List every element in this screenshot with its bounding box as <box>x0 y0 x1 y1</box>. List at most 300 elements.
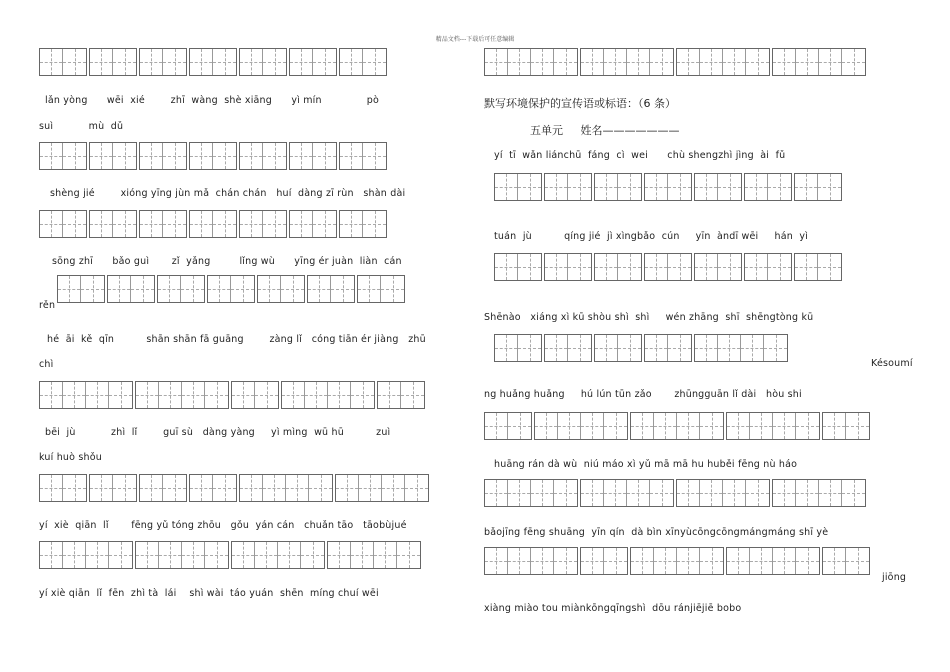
grid-group[interactable] <box>484 412 532 440</box>
writing-cell[interactable] <box>700 548 723 574</box>
writing-cell[interactable] <box>40 211 63 237</box>
writing-cell[interactable] <box>63 211 86 237</box>
writing-cell[interactable] <box>282 382 305 408</box>
grid-group[interactable] <box>339 210 387 238</box>
writing-cell[interactable] <box>508 49 531 75</box>
grid-group[interactable] <box>339 48 387 76</box>
writing-cell[interactable] <box>281 276 304 302</box>
grid-group[interactable] <box>726 412 820 440</box>
grid-group[interactable] <box>89 142 137 170</box>
grid-group[interactable] <box>794 253 842 281</box>
grid-group[interactable] <box>772 48 866 76</box>
writing-cell[interactable] <box>819 480 842 506</box>
grid-group[interactable] <box>239 142 287 170</box>
writing-cell[interactable] <box>351 542 374 568</box>
grid-group[interactable] <box>139 210 187 238</box>
grid-group[interactable] <box>580 48 674 76</box>
writing-cell[interactable] <box>190 49 213 75</box>
writing-cell[interactable] <box>677 413 700 439</box>
writing-cell[interactable] <box>668 254 691 280</box>
writing-cell[interactable] <box>796 548 819 574</box>
writing-cell[interactable] <box>190 143 213 169</box>
grid-group[interactable] <box>289 48 337 76</box>
writing-grid[interactable] <box>57 275 405 303</box>
writing-cell[interactable] <box>485 548 508 574</box>
grid-group[interactable] <box>494 173 542 201</box>
writing-cell[interactable] <box>554 49 577 75</box>
writing-cell[interactable] <box>535 413 558 439</box>
grid-group[interactable] <box>239 48 287 76</box>
writing-cell[interactable] <box>568 335 591 361</box>
grid-group[interactable] <box>676 479 770 507</box>
writing-cell[interactable] <box>568 254 591 280</box>
writing-cell[interactable] <box>163 475 186 501</box>
writing-cell[interactable] <box>190 211 213 237</box>
writing-cell[interactable] <box>773 548 796 574</box>
writing-grid[interactable] <box>39 142 387 170</box>
grid-group[interactable] <box>694 253 742 281</box>
writing-cell[interactable] <box>695 254 718 280</box>
writing-cell[interactable] <box>182 542 205 568</box>
grid-group[interactable] <box>281 381 375 409</box>
grid-group[interactable] <box>494 334 542 362</box>
writing-cell[interactable] <box>263 143 286 169</box>
grid-group[interactable] <box>544 334 592 362</box>
writing-cell[interactable] <box>518 254 541 280</box>
writing-grid[interactable] <box>484 479 866 507</box>
writing-cell[interactable] <box>545 254 568 280</box>
writing-cell[interactable] <box>750 413 773 439</box>
grid-group[interactable] <box>644 334 692 362</box>
writing-cell[interactable] <box>581 480 604 506</box>
writing-cell[interactable] <box>140 49 163 75</box>
grid-group[interactable] <box>39 142 87 170</box>
writing-cell[interactable] <box>518 174 541 200</box>
writing-cell[interactable] <box>677 548 700 574</box>
grid-group[interactable] <box>189 142 237 170</box>
writing-cell[interactable] <box>495 254 518 280</box>
writing-cell[interactable] <box>182 382 205 408</box>
writing-grid[interactable] <box>39 381 425 409</box>
grid-group[interactable] <box>135 381 229 409</box>
writing-cell[interactable] <box>650 480 673 506</box>
writing-cell[interactable] <box>677 480 700 506</box>
writing-cell[interactable] <box>109 542 132 568</box>
writing-cell[interactable] <box>718 335 741 361</box>
grid-group[interactable] <box>644 253 692 281</box>
writing-cell[interactable] <box>181 276 204 302</box>
writing-cell[interactable] <box>328 542 351 568</box>
writing-cell[interactable] <box>63 542 86 568</box>
writing-cell[interactable] <box>823 413 846 439</box>
writing-cell[interactable] <box>654 548 677 574</box>
writing-grid[interactable] <box>484 412 870 440</box>
writing-cell[interactable] <box>363 143 386 169</box>
writing-cell[interactable] <box>358 276 381 302</box>
writing-cell[interactable] <box>113 143 136 169</box>
writing-cell[interactable] <box>618 254 641 280</box>
writing-cell[interactable] <box>136 382 159 408</box>
writing-cell[interactable] <box>700 480 723 506</box>
writing-cell[interactable] <box>40 49 63 75</box>
writing-cell[interactable] <box>631 548 654 574</box>
writing-cell[interactable] <box>645 335 668 361</box>
writing-cell[interactable] <box>773 480 796 506</box>
writing-cell[interactable] <box>240 143 263 169</box>
writing-cell[interactable] <box>40 143 63 169</box>
writing-cell[interactable] <box>63 49 86 75</box>
grid-group[interactable] <box>694 173 742 201</box>
grid-group[interactable] <box>726 547 820 575</box>
grid-group[interactable] <box>257 275 305 303</box>
grid-group[interactable] <box>89 48 137 76</box>
writing-cell[interactable] <box>313 211 336 237</box>
writing-cell[interactable] <box>508 548 531 574</box>
writing-cell[interactable] <box>305 382 328 408</box>
writing-cell[interactable] <box>604 548 627 574</box>
writing-grid[interactable] <box>39 210 387 238</box>
writing-cell[interactable] <box>495 174 518 200</box>
writing-cell[interactable] <box>695 335 718 361</box>
writing-cell[interactable] <box>359 475 382 501</box>
writing-cell[interactable] <box>531 480 554 506</box>
grid-group[interactable] <box>377 381 425 409</box>
grid-group[interactable] <box>630 412 724 440</box>
writing-cell[interactable] <box>140 143 163 169</box>
writing-cell[interactable] <box>581 413 604 439</box>
writing-cell[interactable] <box>232 542 255 568</box>
writing-cell[interactable] <box>595 174 618 200</box>
writing-grid[interactable] <box>494 253 842 281</box>
writing-cell[interactable] <box>727 548 750 574</box>
writing-cell[interactable] <box>554 480 577 506</box>
writing-cell[interactable] <box>846 548 869 574</box>
writing-grid[interactable] <box>484 547 870 575</box>
writing-cell[interactable] <box>568 174 591 200</box>
writing-cell[interactable] <box>158 276 181 302</box>
writing-cell[interactable] <box>109 382 132 408</box>
grid-group[interactable] <box>644 173 692 201</box>
writing-cell[interactable] <box>351 382 374 408</box>
grid-group[interactable] <box>594 173 642 201</box>
writing-cell[interactable] <box>485 480 508 506</box>
writing-cell[interactable] <box>213 211 236 237</box>
grid-group[interactable] <box>544 253 592 281</box>
writing-cell[interactable] <box>263 49 286 75</box>
writing-cell[interactable] <box>650 49 673 75</box>
writing-cell[interactable] <box>286 475 309 501</box>
writing-cell[interactable] <box>604 480 627 506</box>
grid-group[interactable] <box>357 275 405 303</box>
writing-cell[interactable] <box>340 143 363 169</box>
writing-cell[interactable] <box>846 413 869 439</box>
writing-cell[interactable] <box>718 174 741 200</box>
writing-cell[interactable] <box>374 542 397 568</box>
writing-cell[interactable] <box>255 382 278 408</box>
writing-grid[interactable] <box>494 334 788 362</box>
writing-cell[interactable] <box>495 335 518 361</box>
writing-cell[interactable] <box>750 548 773 574</box>
writing-cell[interactable] <box>554 548 577 574</box>
writing-cell[interactable] <box>86 542 109 568</box>
grid-group[interactable] <box>744 253 792 281</box>
writing-cell[interactable] <box>727 413 750 439</box>
writing-cell[interactable] <box>485 413 508 439</box>
grid-group[interactable] <box>630 547 724 575</box>
grid-group[interactable] <box>580 547 628 575</box>
writing-cell[interactable] <box>240 475 263 501</box>
writing-cell[interactable] <box>63 143 86 169</box>
grid-group[interactable] <box>484 48 578 76</box>
writing-cell[interactable] <box>842 480 865 506</box>
writing-cell[interactable] <box>531 548 554 574</box>
writing-cell[interactable] <box>240 49 263 75</box>
writing-cell[interactable] <box>818 174 841 200</box>
writing-cell[interactable] <box>63 475 86 501</box>
writing-cell[interactable] <box>627 480 650 506</box>
writing-cell[interactable] <box>340 49 363 75</box>
grid-group[interactable] <box>594 334 642 362</box>
writing-cell[interactable] <box>108 276 131 302</box>
writing-cell[interactable] <box>405 475 428 501</box>
grid-group[interactable] <box>594 253 642 281</box>
grid-group[interactable] <box>239 474 333 502</box>
writing-cell[interactable] <box>136 542 159 568</box>
writing-cell[interactable] <box>595 335 618 361</box>
grid-group[interactable] <box>39 48 87 76</box>
writing-cell[interactable] <box>63 382 86 408</box>
writing-cell[interactable] <box>309 475 332 501</box>
writing-cell[interactable] <box>668 335 691 361</box>
writing-cell[interactable] <box>668 174 691 200</box>
grid-group[interactable] <box>39 210 87 238</box>
writing-cell[interactable] <box>581 49 604 75</box>
writing-cell[interactable] <box>618 174 641 200</box>
writing-cell[interactable] <box>213 475 236 501</box>
writing-cell[interactable] <box>723 480 746 506</box>
writing-cell[interactable] <box>113 211 136 237</box>
grid-group[interactable] <box>744 173 792 201</box>
writing-cell[interactable] <box>745 174 768 200</box>
writing-cell[interactable] <box>331 276 354 302</box>
writing-cell[interactable] <box>290 211 313 237</box>
writing-cell[interactable] <box>654 413 677 439</box>
writing-cell[interactable] <box>81 276 104 302</box>
grid-group[interactable] <box>39 474 87 502</box>
writing-cell[interactable] <box>485 49 508 75</box>
writing-grid[interactable] <box>494 173 842 201</box>
grid-group[interactable] <box>307 275 355 303</box>
writing-cell[interactable] <box>90 475 113 501</box>
writing-cell[interactable] <box>140 475 163 501</box>
writing-cell[interactable] <box>645 254 668 280</box>
grid-group[interactable] <box>676 48 770 76</box>
writing-grid[interactable] <box>39 474 429 502</box>
grid-group[interactable] <box>484 479 578 507</box>
writing-cell[interactable] <box>159 382 182 408</box>
writing-cell[interactable] <box>131 276 154 302</box>
writing-cell[interactable] <box>255 542 278 568</box>
writing-cell[interactable] <box>140 211 163 237</box>
grid-group[interactable] <box>39 381 133 409</box>
writing-cell[interactable] <box>677 49 700 75</box>
grid-group[interactable] <box>544 173 592 201</box>
writing-cell[interactable] <box>213 143 236 169</box>
writing-cell[interactable] <box>604 413 627 439</box>
writing-cell[interactable] <box>163 143 186 169</box>
grid-group[interactable] <box>139 48 187 76</box>
writing-grid[interactable] <box>484 48 866 76</box>
grid-group[interactable] <box>39 541 133 569</box>
writing-cell[interactable] <box>86 382 109 408</box>
grid-group[interactable] <box>484 547 578 575</box>
writing-cell[interactable] <box>796 413 819 439</box>
writing-cell[interactable] <box>627 49 650 75</box>
writing-cell[interactable] <box>768 254 791 280</box>
writing-cell[interactable] <box>768 174 791 200</box>
writing-cell[interactable] <box>90 211 113 237</box>
grid-group[interactable] <box>772 479 866 507</box>
writing-cell[interactable] <box>645 174 668 200</box>
writing-cell[interactable] <box>819 49 842 75</box>
writing-cell[interactable] <box>90 49 113 75</box>
grid-group[interactable] <box>231 541 325 569</box>
writing-cell[interactable] <box>208 276 231 302</box>
writing-cell[interactable] <box>290 49 313 75</box>
writing-cell[interactable] <box>842 49 865 75</box>
writing-cell[interactable] <box>240 211 263 237</box>
writing-cell[interactable] <box>58 276 81 302</box>
writing-cell[interactable] <box>700 413 723 439</box>
writing-grid[interactable] <box>39 48 387 76</box>
writing-cell[interactable] <box>278 542 301 568</box>
writing-cell[interactable] <box>558 413 581 439</box>
writing-cell[interactable] <box>113 475 136 501</box>
grid-group[interactable] <box>107 275 155 303</box>
writing-cell[interactable] <box>263 211 286 237</box>
grid-group[interactable] <box>189 210 237 238</box>
writing-cell[interactable] <box>40 475 63 501</box>
writing-cell[interactable] <box>631 413 654 439</box>
writing-cell[interactable] <box>336 475 359 501</box>
writing-cell[interactable] <box>796 49 819 75</box>
grid-group[interactable] <box>157 275 205 303</box>
writing-cell[interactable] <box>695 174 718 200</box>
grid-group[interactable] <box>289 142 337 170</box>
writing-cell[interactable] <box>796 480 819 506</box>
writing-cell[interactable] <box>308 276 331 302</box>
grid-group[interactable] <box>139 142 187 170</box>
writing-cell[interactable] <box>531 49 554 75</box>
writing-cell[interactable] <box>823 548 846 574</box>
writing-cell[interactable] <box>213 49 236 75</box>
writing-cell[interactable] <box>363 49 386 75</box>
writing-cell[interactable] <box>90 143 113 169</box>
grid-group[interactable] <box>139 474 187 502</box>
writing-cell[interactable] <box>508 480 531 506</box>
writing-cell[interactable] <box>382 475 405 501</box>
writing-cell[interactable] <box>764 335 787 361</box>
grid-group[interactable] <box>207 275 255 303</box>
writing-cell[interactable] <box>618 335 641 361</box>
writing-cell[interactable] <box>545 335 568 361</box>
writing-cell[interactable] <box>518 335 541 361</box>
writing-cell[interactable] <box>205 542 228 568</box>
writing-cell[interactable] <box>313 143 336 169</box>
writing-cell[interactable] <box>818 254 841 280</box>
writing-cell[interactable] <box>795 254 818 280</box>
grid-group[interactable] <box>694 334 788 362</box>
grid-group[interactable] <box>231 381 279 409</box>
writing-cell[interactable] <box>595 254 618 280</box>
writing-cell[interactable] <box>773 413 796 439</box>
writing-cell[interactable] <box>745 254 768 280</box>
writing-cell[interactable] <box>163 211 186 237</box>
writing-cell[interactable] <box>378 382 401 408</box>
writing-cell[interactable] <box>718 254 741 280</box>
writing-cell[interactable] <box>40 382 63 408</box>
writing-cell[interactable] <box>746 49 769 75</box>
writing-cell[interactable] <box>363 211 386 237</box>
grid-group[interactable] <box>327 541 421 569</box>
writing-cell[interactable] <box>301 542 324 568</box>
grid-group[interactable] <box>239 210 287 238</box>
writing-cell[interactable] <box>263 475 286 501</box>
writing-cell[interactable] <box>700 49 723 75</box>
grid-group[interactable] <box>335 474 429 502</box>
grid-group[interactable] <box>494 253 542 281</box>
grid-group[interactable] <box>89 474 137 502</box>
grid-group[interactable] <box>189 474 237 502</box>
writing-cell[interactable] <box>313 49 336 75</box>
writing-cell[interactable] <box>723 49 746 75</box>
grid-group[interactable] <box>534 412 628 440</box>
grid-group[interactable] <box>289 210 337 238</box>
writing-cell[interactable] <box>381 276 404 302</box>
writing-cell[interactable] <box>231 276 254 302</box>
writing-cell[interactable] <box>328 382 351 408</box>
grid-group[interactable] <box>89 210 137 238</box>
writing-cell[interactable] <box>232 382 255 408</box>
writing-cell[interactable] <box>508 413 531 439</box>
writing-cell[interactable] <box>795 174 818 200</box>
writing-cell[interactable] <box>113 49 136 75</box>
writing-cell[interactable] <box>741 335 764 361</box>
writing-grid[interactable] <box>39 541 421 569</box>
writing-cell[interactable] <box>159 542 182 568</box>
grid-group[interactable] <box>57 275 105 303</box>
writing-cell[interactable] <box>290 143 313 169</box>
writing-cell[interactable] <box>397 542 420 568</box>
writing-cell[interactable] <box>205 382 228 408</box>
writing-cell[interactable] <box>401 382 424 408</box>
writing-cell[interactable] <box>604 49 627 75</box>
writing-cell[interactable] <box>258 276 281 302</box>
writing-cell[interactable] <box>340 211 363 237</box>
grid-group[interactable] <box>794 173 842 201</box>
writing-cell[interactable] <box>40 542 63 568</box>
writing-cell[interactable] <box>190 475 213 501</box>
grid-group[interactable] <box>822 412 870 440</box>
writing-cell[interactable] <box>746 480 769 506</box>
grid-group[interactable] <box>339 142 387 170</box>
writing-cell[interactable] <box>773 49 796 75</box>
writing-cell[interactable] <box>545 174 568 200</box>
grid-group[interactable] <box>822 547 870 575</box>
grid-group[interactable] <box>135 541 229 569</box>
writing-cell[interactable] <box>163 49 186 75</box>
grid-group[interactable] <box>580 479 674 507</box>
